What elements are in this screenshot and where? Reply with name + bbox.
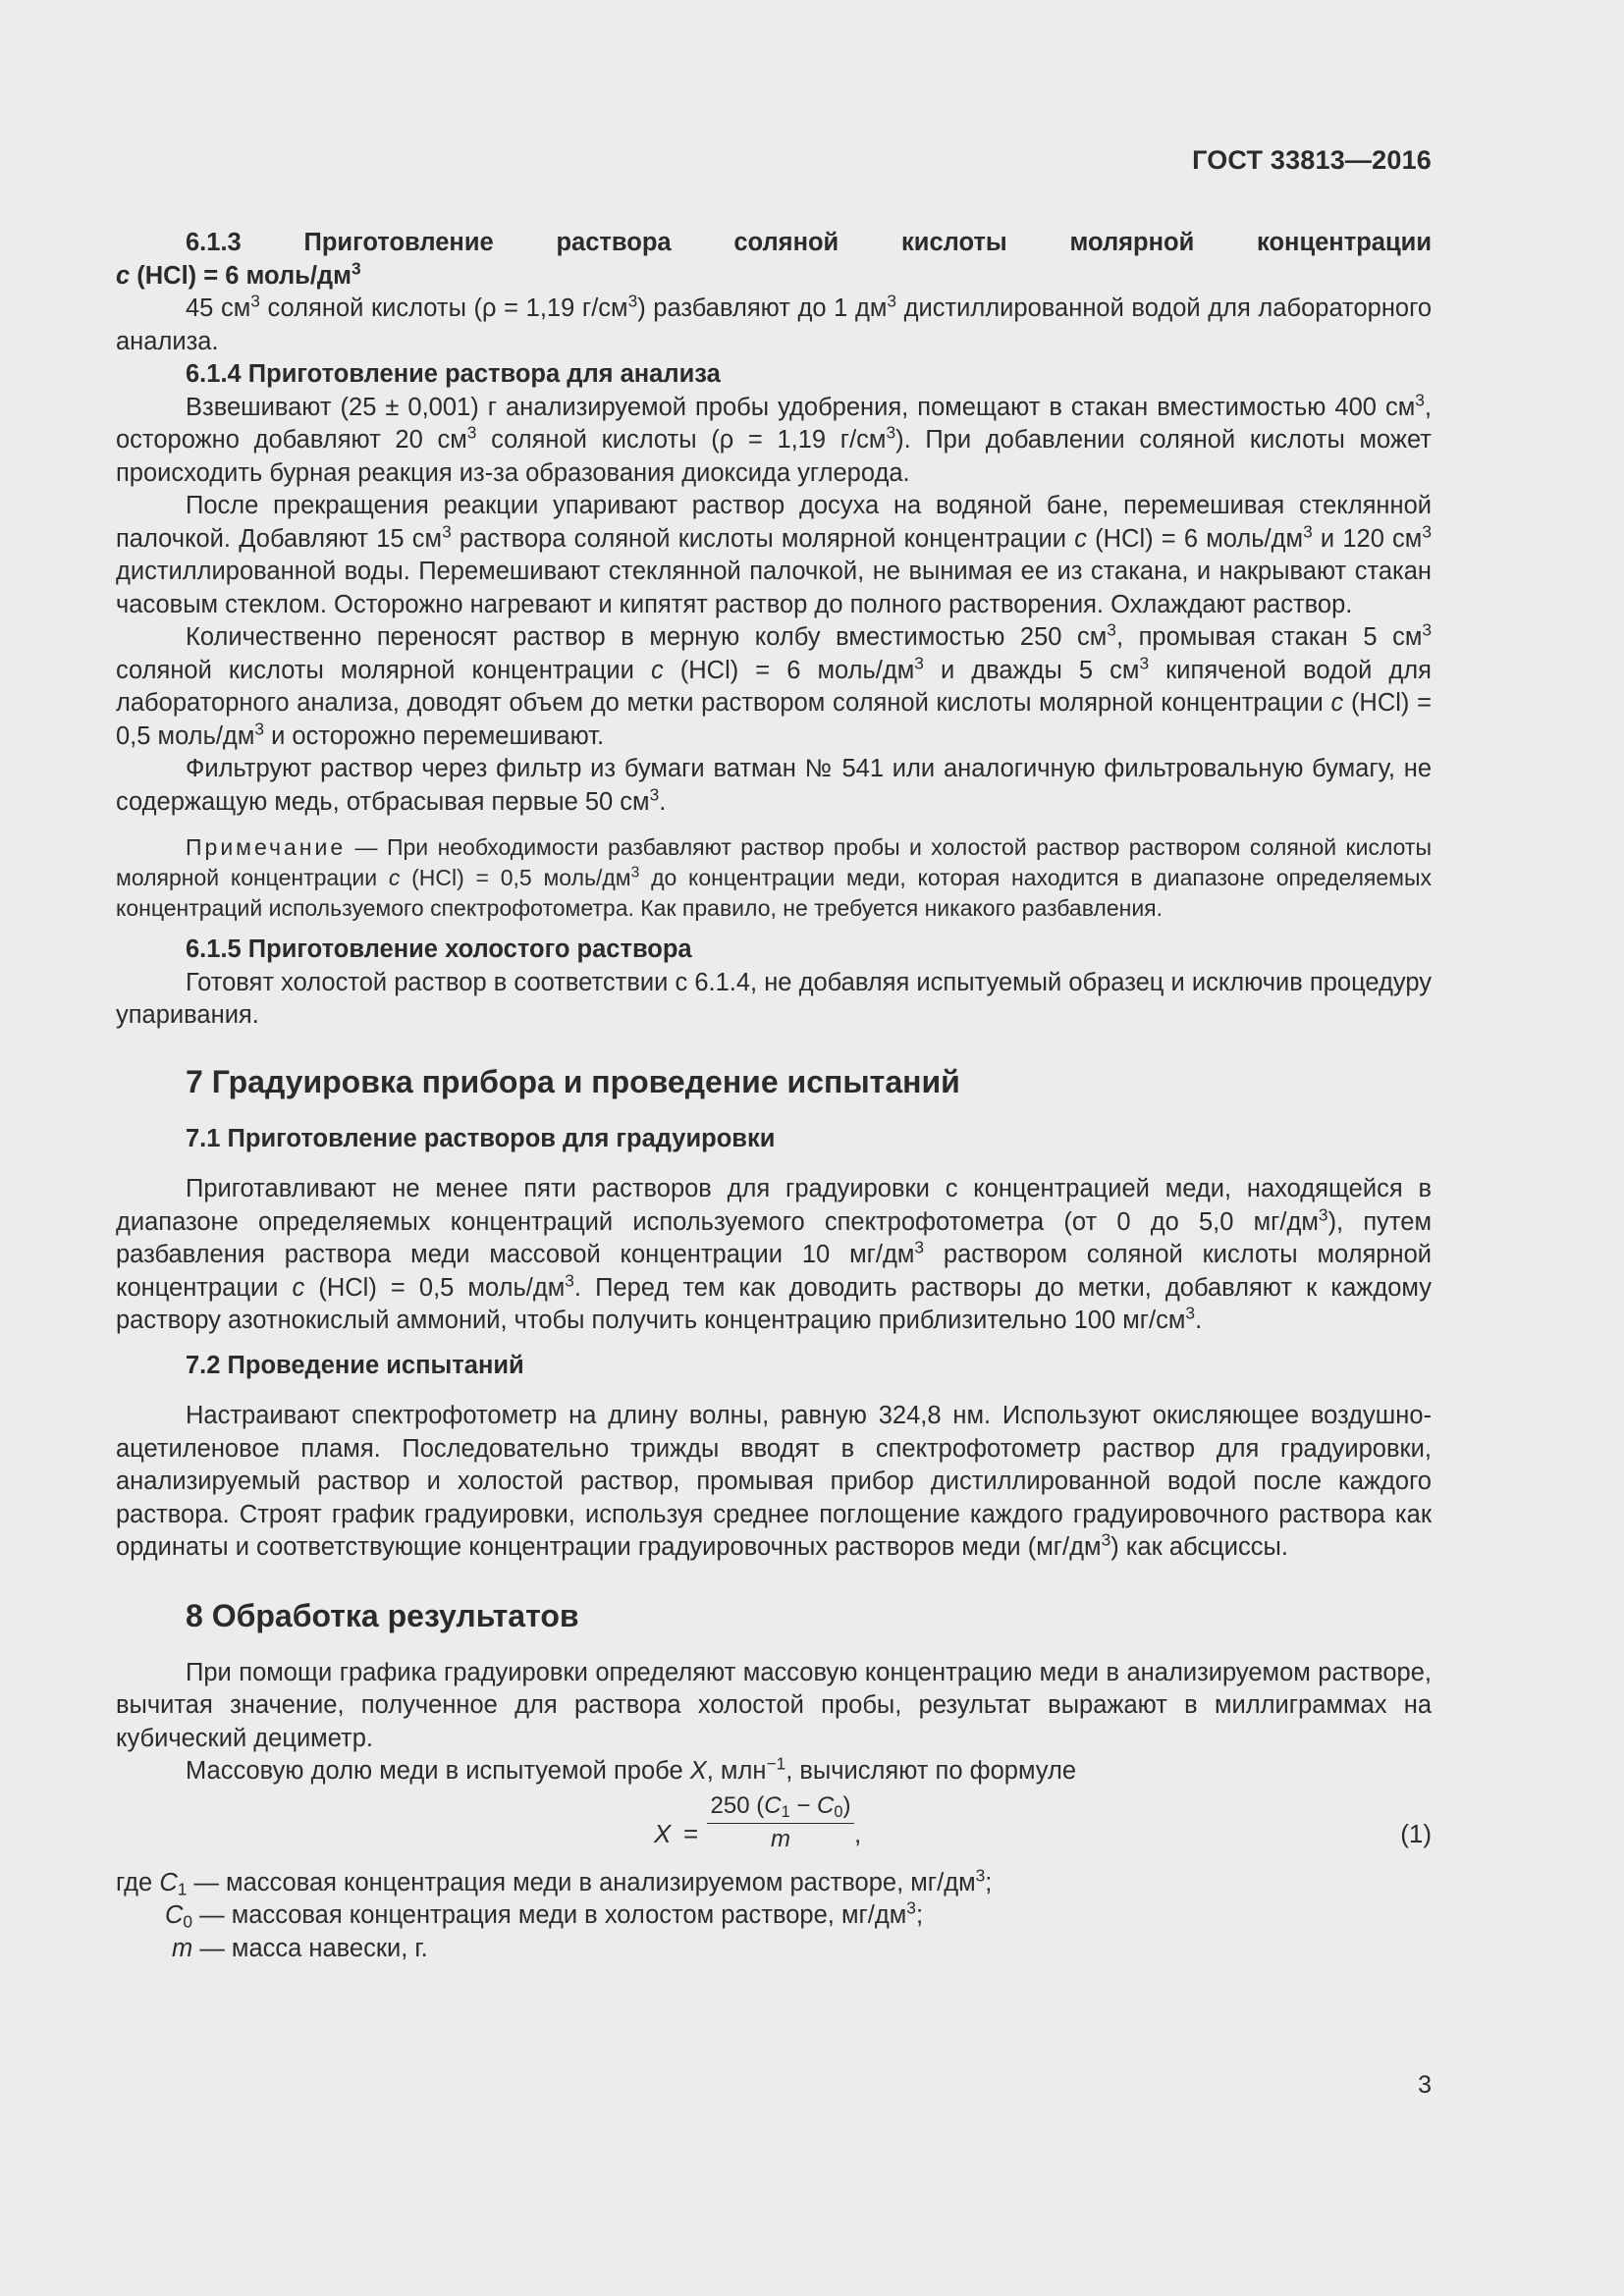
heading-6-1-5: 6.1.5 Приготовление холостого раствора [186,935,692,963]
paragraph-6-1-5: Готовят холостой раствор в соответствии с 6.1.4, не добавляя испытуемый образец и исключив процедуру упаривания. [116,968,1432,1029]
where-c0: $C_0$ — массовая концентрация меди в холостом растворе, $мг/дм^3$; [165,1897,924,1932]
section-8-title: 8 Обработка результатов [186,1597,579,1633]
standard-id: ГОСТ 33813—2016 [1192,145,1432,175]
formula-denominator: m [771,1825,790,1852]
heading-6-1-3: 6.1.3 Приготовление раствора соляной кислоты молярной концентрации [186,229,1432,256]
note-label: Примечание [186,834,347,860]
where-c1: где $C_1$ — массовая концентрация меди в анализируемом растворе, $мг/дм^3$; [116,1864,993,1898]
where-m: m — масса навески, г. [172,1934,428,1962]
paragraph-6-1-4-2: После прекращения реакции упаривают раствор досуха на водяной бане, перемешивая стеклянной палочкой. Добавляют 15 $см^3$ раствора соляной кислоты молярной концентрации c (HCl) = 6 моль/$дм^3$ и 120 $см^3$ дистиллированной воды. Перемешивают стеклянной палочкой, не вынимая ее из стакана, и накрывают стакан часовым стеклом. Осторожно нагревают и кипятят раствор до полного растворения. Охлаждают раствор. [116,492,1432,618]
formula-numerator: 250 $(C_1 - C_0)$ [707,1790,854,1824]
formula-1 [116,1789,1432,1867]
formula-number: (1) [1400,1818,1432,1848]
paragraph-7-1: Приготавливают не менее пяти растворов для градуировки с концентрацией меди, находящейся в диапазоне определяемых концентраций используемого спектрофотометра (от 0 до 5,0 $мг/дм^3$), путем разбавления раствора меди массовой концентрации 10 $мг/дм^3$ раствором соляной кислоты молярной концентрации c (HCl) = 0,5 моль/$дм^3$. Перед тем как доводить растворы до метки, добавляют к каждому раствору азотнокислый аммоний, чтобы получить концентрацию приблизительно 100 $мг/см^3$. [116,1175,1432,1334]
heading-7-2: 7.2 Проведение испытаний [186,1351,524,1379]
page-content [116,0,1432,1965]
section-7-title: 7 Градуировка прибора и проведение испытаний [186,1063,960,1099]
formula-equals: = [683,1818,699,1848]
paragraph-6-1-4-3: Количественно переносят раствор в мерную колбу вместимостью 250 $см^3$, промывая стакан 5 $см^3$ соляной кислоты молярной концентрации c (HCl) = 6 моль/$дм^3$ и дважды 5 $см^3$ кипяченой водой для лабораторного анализа, доводят объем до метки раствором соляной кислоты молярной концентрации c (HCl) = 0,5 моль/$дм^3$ и осторожно перемешивают. [116,619,1432,750]
heading-6-1-3-cont: c (HCl) = 6 моль/$дм^3$ [116,257,361,290]
formula-fraction [707,1790,854,1855]
paragraph-8-2: Массовую долю меди в испытуемой пробе X, млн$^{-1}$, вычисляют по формуле [186,1753,1077,1785]
heading-7-1: 7.1 Приготовление растворов для градуировки [186,1124,776,1152]
paragraph-7-2: Настраивают спектрофотометр на длину волны, равную 324,8 нм. Используют окисляющее воздушно-ацетиленовое пламя. Последовательно трижды вводят в спектрофотометр раствор для градуировки, анализируемый раствор и холостой раствор, промывая прибор дистиллированной водой после каждого раствора. Строят график градуировки, используя среднее поглощение каждого градуировочного раствора как ординаты и соответствующие концентрации градуировочных растворов меди $(мг/дм^3)$ как абсциссы. [116,1402,1432,1561]
formula-comma: , [854,1818,862,1848]
paragraph-8-1: При помощи графика градуировки определяют массовую концентрацию меди в анализируемом растворе, вычитая значение, полученное для раствора холостой пробы, результат выражают в миллиграммах на кубический дециметр. [116,1658,1432,1752]
heading-6-1-4: 6.1.4 Приготовление раствора для анализа [186,360,721,388]
formula-x: X [654,1818,672,1848]
paragraph-6-1-4-4: Фильтруют раствор через фильтр из бумаги ватман № 541 или аналогичную фильтровальную бумагу, не содержащую медь, отбрасывая первые 50 $см^3$. [116,755,1432,816]
note-block: Примечание — При необходимости разбавляют раствор пробы и холостой раствор раствором соляной кислоты молярной концентрации c (HCl) = 0,5 моль/$дм^3$ до концентрации меди, которая находится в диапазоне определяемых концентраций используемого спектрофотометра. Как правило, не требуется никакого разбавления. [116,834,1432,921]
page-number: 3 [1418,2071,1432,2099]
paragraph-6-1-3: 45 $см^3$ соляной кислоты (ρ = 1,19 $г/см^3$) разбавляют до 1 $дм^3$ дистиллированной водой для лабораторного анализа. [116,291,1433,355]
paragraph-6-1-4-1: Взвешивают (25 ± 0,001) г анализируемой пробы удобрения, помещают в стакан вместимостью 400 $см^3$, осторожно добавляют 20 $см^3$ соляной кислоты (ρ = 1,19 $г/см^3$). При добавлении соляной кислоты может происходить бурная реакция из-за образования диоксида углерода. [116,389,1432,487]
